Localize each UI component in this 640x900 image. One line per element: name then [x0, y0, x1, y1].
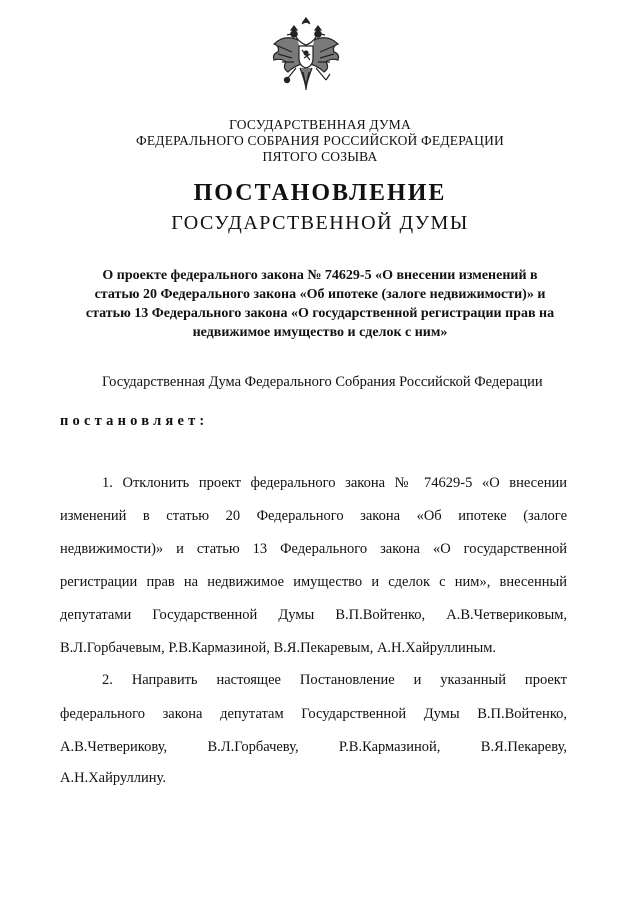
header-organization: ГОСУДАРСТВЕННАЯ ДУМА [229, 117, 411, 132]
item2-line: 2. Направить настоящее Постановление и указанный проект [102, 672, 567, 688]
subject-line: статью 20 Федерального закона «Об ипотеке (залоге недвижимости)» и [94, 287, 546, 302]
document-title: ПОСТАНОВЛЕНИЕ [193, 180, 447, 206]
item1-line: В.Л.Горбачевым, Р.В.Кармазиной, В.Я.Пекаревым, А.Н.Хайруллиным. [60, 640, 497, 656]
document-subject [60, 266, 580, 342]
item2-line: А.Н.Хайруллину. [60, 770, 166, 786]
subject-line: недвижимое имущество и сделок с ним» [192, 325, 448, 340]
item1-line: изменений в статью 20 Федерального закона «Об ипотеке (залоге [60, 508, 567, 524]
item2-line: федерального закона депутатам Государственной Думы В.П.Войтенко, [60, 706, 567, 722]
header-assembly: ФЕДЕРАЛЬНОГО СОБРАНИЯ РОССИЙСКОЙ ФЕДЕРАЦИИ [136, 133, 504, 148]
item1-line: депутатами Государственной Думы В.П.Войтенко, А.В.Четвериковым, [60, 607, 567, 623]
coat-of-arms-emblem [268, 12, 344, 98]
resolves-text: постановляет: [60, 413, 209, 429]
item2-line: А.В.Четверикову, В.Л.Горбачеву, Р.В.Кармазиной, В.Я.Пекареву, [60, 739, 567, 755]
preamble-text: Государственная Дума Федерального Собрания Российской Федерации [102, 374, 543, 390]
subject-line: О проекте федерального закона № 74629-5 «О внесении изменений в [102, 268, 538, 283]
document-subtitle: ГОСУДАРСТВЕННОЙ ДУМЫ [171, 212, 469, 234]
subject-line: статью 13 Федерального закона «О государственной регистрации прав на [85, 306, 555, 321]
item1-line: регистрации прав на недвижимое имущество и сделок с ним», внесенный [60, 574, 567, 590]
item1-line: 1. Отклонить проект федерального закона № 74629-5 «О внесении [102, 475, 567, 491]
double-headed-eagle-icon [268, 12, 344, 98]
header-convocation: ПЯТОГО СОЗЫВА [262, 149, 378, 164]
item1-line: недвижимости)» и статью 13 Федерального закона «О государственной [60, 541, 567, 557]
